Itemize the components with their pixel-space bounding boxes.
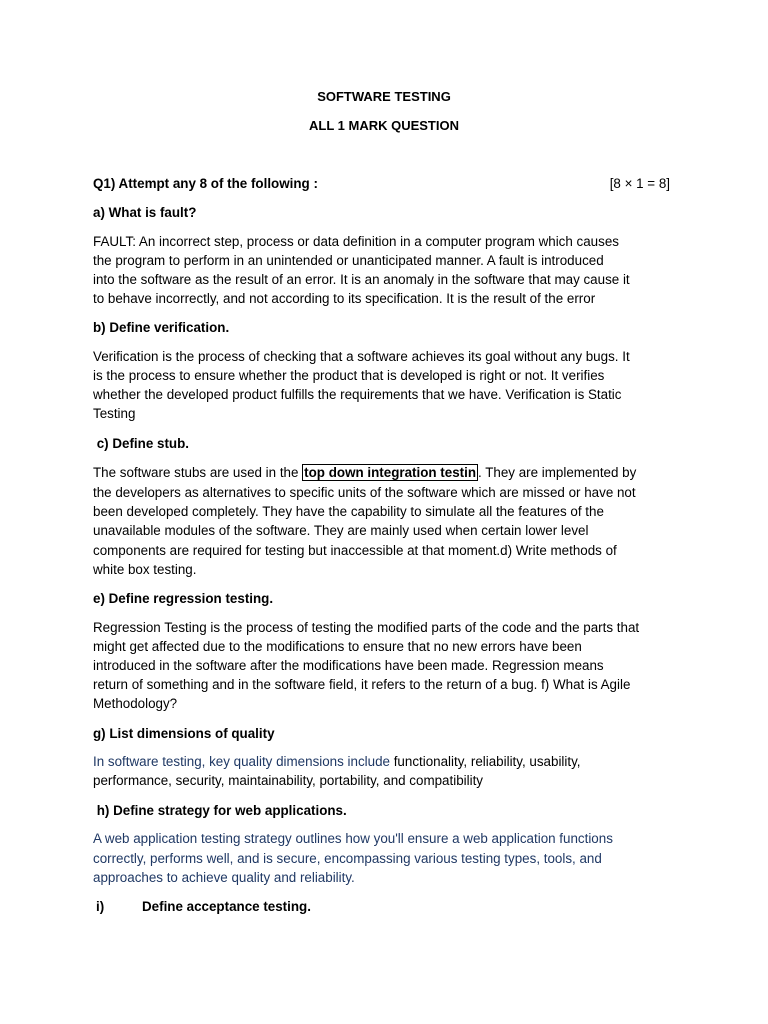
answer-c-first-line (93, 463, 636, 482)
answer-b-line: is the process to ensure whether the product that is developed is right or not. It verifies (93, 368, 605, 383)
answer-c-line: unavailable modules of the software. They are mainly used when certain lower level (93, 523, 589, 538)
answer-c-text-after: . They are implemented by (478, 465, 637, 480)
answer-e-line: return of something and in the software field, it refers to the return of a bug. f) What is Agile (93, 677, 631, 692)
question-i-label: i) (96, 899, 105, 914)
q1-marks: [8 × 1 = 8] (609, 176, 670, 191)
question-b: b) Define verification. (93, 320, 230, 335)
answer-c-line: the developers as alternatives to specific units of the software which are missed or have not (93, 485, 636, 500)
answer-h-line: approaches to achieve quality and reliability. (93, 870, 355, 885)
answer-a-line: to behave incorrectly, and not according to its specification. It is the result of the error (93, 291, 596, 306)
answer-c-line: been developed completely. They have the capability to simulate all the features of the (93, 504, 604, 519)
answer-c-line: components are required for testing but inaccessible at that moment.d) Write methods of (93, 543, 617, 558)
answer-g-line (93, 752, 581, 771)
question-e: e) Define regression testing. (93, 591, 274, 606)
question-g: g) List dimensions of quality (93, 726, 275, 741)
question-c: c) Define stub. (93, 436, 189, 451)
answer-c-line: white box testing. (93, 562, 197, 577)
answer-e-line: Regression Testing is the process of testing the modified parts of the code and the parts that (93, 620, 640, 635)
answer-e-line: introduced in the software after the modifications have been made. Regression means (93, 658, 604, 673)
answer-a-line: into the software as the result of an error. It is an anomaly in the software that may cause it (93, 272, 630, 287)
q1-heading: Q1) Attempt any 8 of the following : (93, 176, 318, 191)
answer-g-blue-text: In software testing, key quality dimensions include (93, 754, 390, 769)
answer-b-line: whether the developed product fulfills the requirements that we have. Verification is Static (93, 387, 622, 402)
answer-g-black-text: functionality, reliability, usability, (389, 754, 581, 769)
answer-a-line: the program to perform in an unintended or unanticipated manner. A fault is introduced (93, 253, 604, 268)
answer-h-line: correctly, performs well, and is secure, encompassing various testing types, tools, and (93, 851, 602, 866)
answer-e-line: Methodology? (93, 696, 178, 711)
document-title: SOFTWARE TESTING (317, 89, 451, 104)
question-i: Define acceptance testing. (142, 899, 311, 914)
question-a: a) What is fault? (93, 205, 197, 220)
answer-b-line: Verification is the process of checking that a software achieves its goal without any bugs. It (93, 349, 630, 364)
boxed-phrase: top down integration testin (304, 465, 477, 480)
answer-c-text-before: The software stubs are used in the (93, 465, 303, 480)
answer-e-line: might get affected due to the modifications to ensure that no new errors have been (93, 639, 582, 654)
document-subtitle: ALL 1 MARK QUESTION (309, 118, 459, 133)
answer-a-line: FAULT: An incorrect step, process or data definition in a computer program which causes (93, 234, 619, 249)
answer-g-line: performance, security, maintainability, portability, and compatibility (93, 773, 483, 788)
answer-h-line: A web application testing strategy outlines how you'll ensure a web application functions (93, 831, 613, 846)
question-h: h) Define strategy for web applications. (93, 803, 347, 818)
answer-b-line: Testing (93, 406, 136, 421)
